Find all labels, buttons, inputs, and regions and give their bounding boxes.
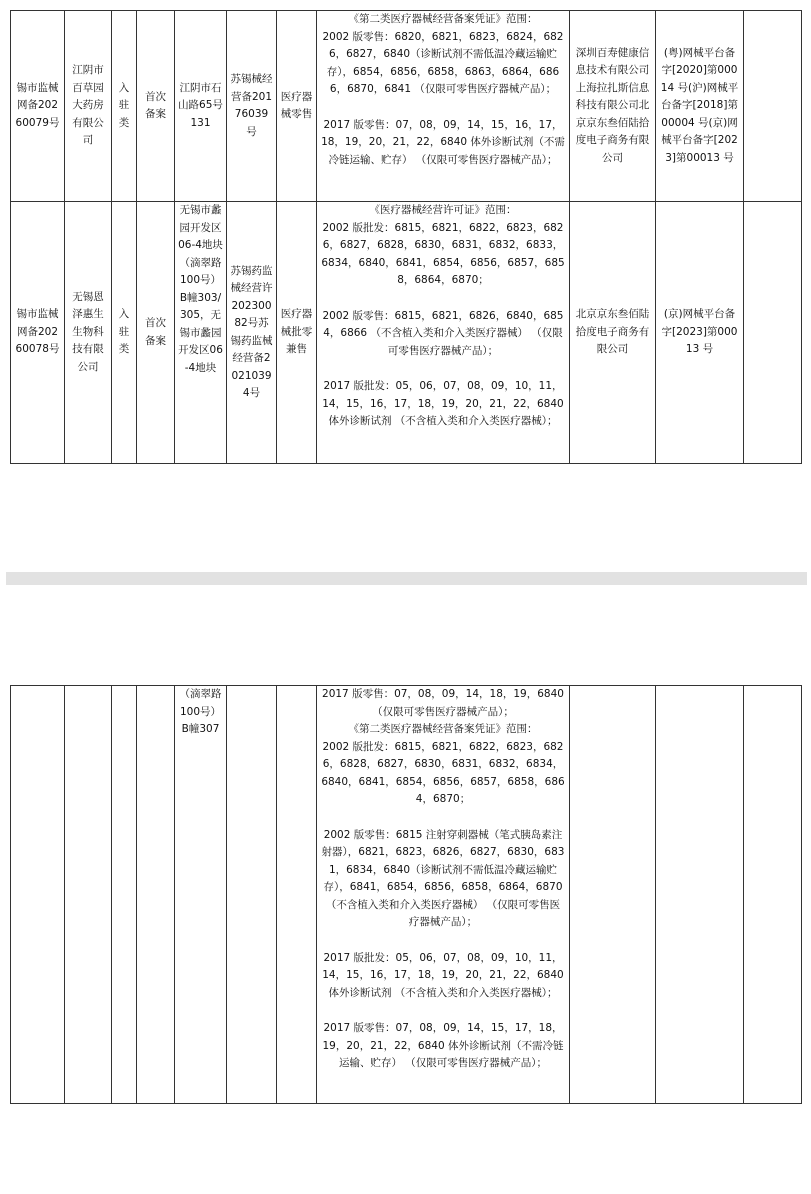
scope-spacer <box>321 99 565 117</box>
record-number-cell: 锡市监械网备20260078号 <box>11 202 65 464</box>
platform-company-cell: 北京京东叁佰陆拾度电子商务有限公司 <box>570 202 656 464</box>
filing-type-cell: 首次备案 <box>137 11 175 202</box>
business-mode-cell <box>277 686 317 1104</box>
record-number-cell: 锡市监械网备20260079号 <box>11 11 65 202</box>
scope-line: 2002 版零售：6815 注射穿刺器械（笔式胰岛素注射器），6821，6823，6826，6827，6830，6831，6834，6840（诊断试剂不需低温冷藏运输贮存），6841，6854，6856，6858，6864，6870 （不含植入类和介入类医疗器械） （仅限可零售医疗器械产品）； <box>321 828 565 928</box>
remark-cell <box>744 11 802 202</box>
scope-line: 《第二类医疗器械经营备案凭证》范围： <box>348 723 538 735</box>
business-mode-cell: 医疗器械零售 <box>277 11 317 202</box>
scope-line: 2002 版零售：6820，6821，6823，6824，6826，6827，6840（诊断试剂不需低温冷藏运输贮存），6854，6856，6858，6863，6864，6866，6870，6841 （仅限可零售医疗器械产品）； <box>322 30 564 95</box>
scope-line: 2002 版批发：6815，6821，6822，6823，6826，6828，6827，6830，6831，6832，6834，6840，6841，6854，6856，6857，6858，6864，6870； <box>321 740 565 805</box>
remark-cell <box>744 202 802 464</box>
scope-line: 2017 版批发：05，06，07，08，09，10，11，14，15，16，17，18，19，20，21，22，6840 体外诊断试剂 （不含植入类和介入类医疗器械）； <box>322 380 564 427</box>
table-row <box>11 686 802 1104</box>
scope-line: 2017 版零售：07，08，09，14，18，19，6840 （仅限可零售医疗器械产品）； <box>322 688 564 718</box>
page-divider <box>6 572 807 585</box>
platform-record-cell <box>656 686 744 1104</box>
entry-type-cell <box>112 686 137 1104</box>
scope-line: 2002 版零售：6815，6821，6826，6840，6854，6866 （不含植入类和介入类医疗器械） （仅限可零售医疗器械产品）； <box>322 309 564 357</box>
address-cell: 江阴市石山路65号131 <box>175 11 227 202</box>
remark-cell <box>744 686 802 1104</box>
platform-company-cell: 深圳百寿健康信息技术有限公司上海拉扎斯信息科技有限公司北京京东叁佰陆拾度电子商务有限公司 <box>570 11 656 202</box>
entry-type-cell: 入驻类 <box>112 202 137 464</box>
record-table-page-1 <box>10 10 802 464</box>
license-number-cell <box>227 686 277 1104</box>
record-number-cell <box>11 686 65 1104</box>
license-number-cell: 苏锡械经营备20176039号 <box>227 11 277 202</box>
scope-line: 2017 版批发：05，06，07，08，09，10，11，14，15，16，17，18，19，20，21，22，6840 体外诊断试剂 （不含植入类和介入类医疗器械）； <box>322 951 564 999</box>
record-table-page-2 <box>10 685 802 1104</box>
business-scope-cell <box>317 202 570 464</box>
filing-type-cell: 首次备案 <box>137 202 175 464</box>
scope-spacer <box>321 809 565 827</box>
company-name-cell <box>65 686 112 1104</box>
scope-spacer <box>321 360 565 378</box>
scope-spacer <box>321 932 565 950</box>
license-number-cell: 苏锡药监械经营许20230082号苏锡药监械经营备20210394号 <box>227 202 277 464</box>
scope-spacer <box>321 1002 565 1020</box>
address-cell: （滴翠路100号）B幢307 <box>175 686 227 1104</box>
business-scope-cell <box>317 11 570 202</box>
platform-record-cell: (粤)网械平台备字[2020]第00014 号(沪)网械平台备字[2018]第00004 号(京)网械平台备字[2023]第00013 号 <box>656 11 744 202</box>
scope-line: 2017 版零售：07，08，09，14，15，16，17，18，19，20，21，22，6840 体外诊断试剂（不需冷链运输、贮存） （仅限可零售医疗器械产品）； <box>321 118 565 166</box>
platform-company-cell <box>570 686 656 1104</box>
business-mode-cell: 医疗器械批零兼售 <box>277 202 317 464</box>
filing-type-cell <box>137 686 175 1104</box>
scope-line: 《第二类医疗器械经营备案凭证》范围： <box>348 13 538 25</box>
table-row <box>11 202 802 464</box>
table-row <box>11 11 802 202</box>
scope-line: 2002 版批发：6815，6821，6822，6823，6826，6827，6828，6830，6831，6832，6833，6834，6840，6841，6854，6856，6857，6858，6864，6870； <box>321 221 565 286</box>
company-name-cell: 江阴市百草园大药房有限公司 <box>65 11 112 202</box>
address-cell: 无锡市蠡园开发区06-4地块（滴翠路100号）B幢303/305，无锡市蠡园开发区06-4地块 <box>175 202 227 464</box>
platform-record-cell: (京)网械平台备字[2023]第00013 号 <box>656 202 744 464</box>
scope-spacer <box>321 290 565 308</box>
company-name-cell: 无锡恩泽惠生生物科技有限公司 <box>65 202 112 464</box>
entry-type-cell: 入驻类 <box>112 11 137 202</box>
business-scope-cell <box>317 686 570 1104</box>
scope-line: 《医疗器械经营许可证》范围： <box>369 204 517 216</box>
scope-line: 2017 版零售：07，08，09，14，15，17，18，19，20，21，22，6840 体外诊断试剂（不需冷链运输、贮存） （仅限可零售医疗器械产品）； <box>322 1022 564 1069</box>
